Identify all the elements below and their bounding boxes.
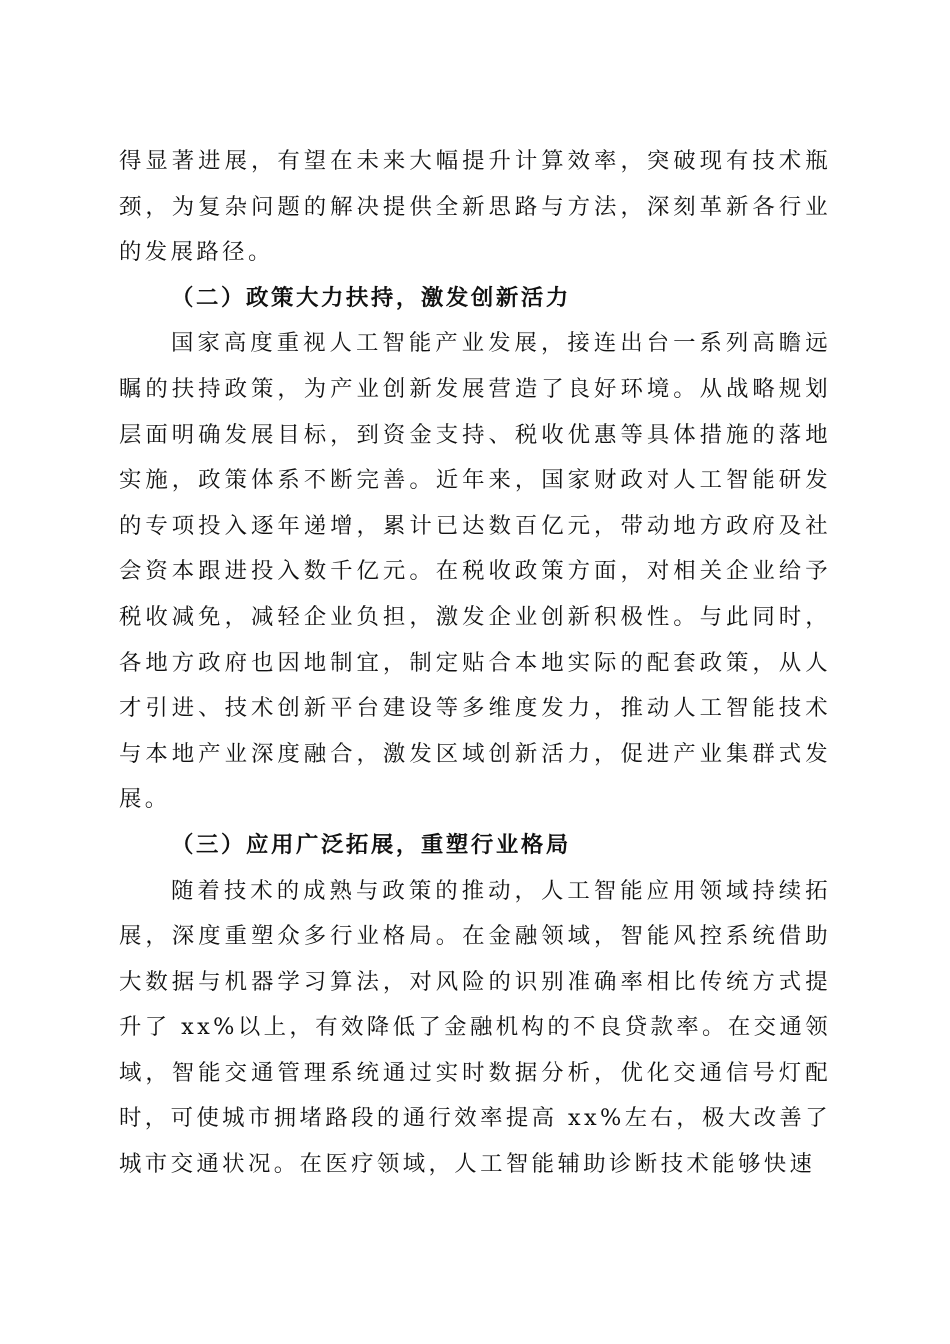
document-page [119, 139, 831, 1188]
application-paragraph: 随着技术的成熟与政策的推动，人工智能应用领域持续拓展，深度重塑众多行业格局。在金融领域，智能风控系统借助大数据与机器学习算法，对风险的识别准确率相比传统方式提升了 xx%以上，有效降低了金融机构的不良贷款率。在交通领域，智能交通管理系统通过实时数据分析，优化交通信号灯配时，可使城市拥堵路段的通行效率提高 xx%左右，极大改善了城市交通状况。在医疗领域，人工智能辅助诊断技术能够快速 [119, 877, 832, 1178]
policy-paragraph: 国家高度重视人工智能产业发展，接连出台一系列高瞻远瞩的扶持政策，为产业创新发展营造了良好环境。从战略规划层面明确发展目标，到资金支持、税收优惠等具体措施的落地实施，政策体系不断完善。近年来，国家财政对人工智能研发的专项投入逐年递增，累计已达数百亿元，带动地方政府及社会资本跟进投入数千亿元。在税收政策方面，对相关企业给予税收减免，减轻企业负担，激发企业创新积极性。与此同时，各地方政府也因地制宜，制定贴合本地实际的配套政策，从人才引进、技术创新平台建设等多维度发力，推动人工智能技术与本地产业深度融合，激发区域创新活力，促进产业集群式发展。 [119, 330, 831, 813]
section-heading-application: （三）应用广泛拓展，重塑行业格局 [171, 831, 571, 858]
continued-paragraph: 得显著进展，有望在未来大幅提升计算效率，突破现有技术瓶颈，为复杂问题的解决提供全新思路与方法，深刻革新各行业的发展路径。 [119, 148, 831, 266]
section-heading-policy: （二）政策大力扶持，激发创新活力 [171, 284, 571, 311]
